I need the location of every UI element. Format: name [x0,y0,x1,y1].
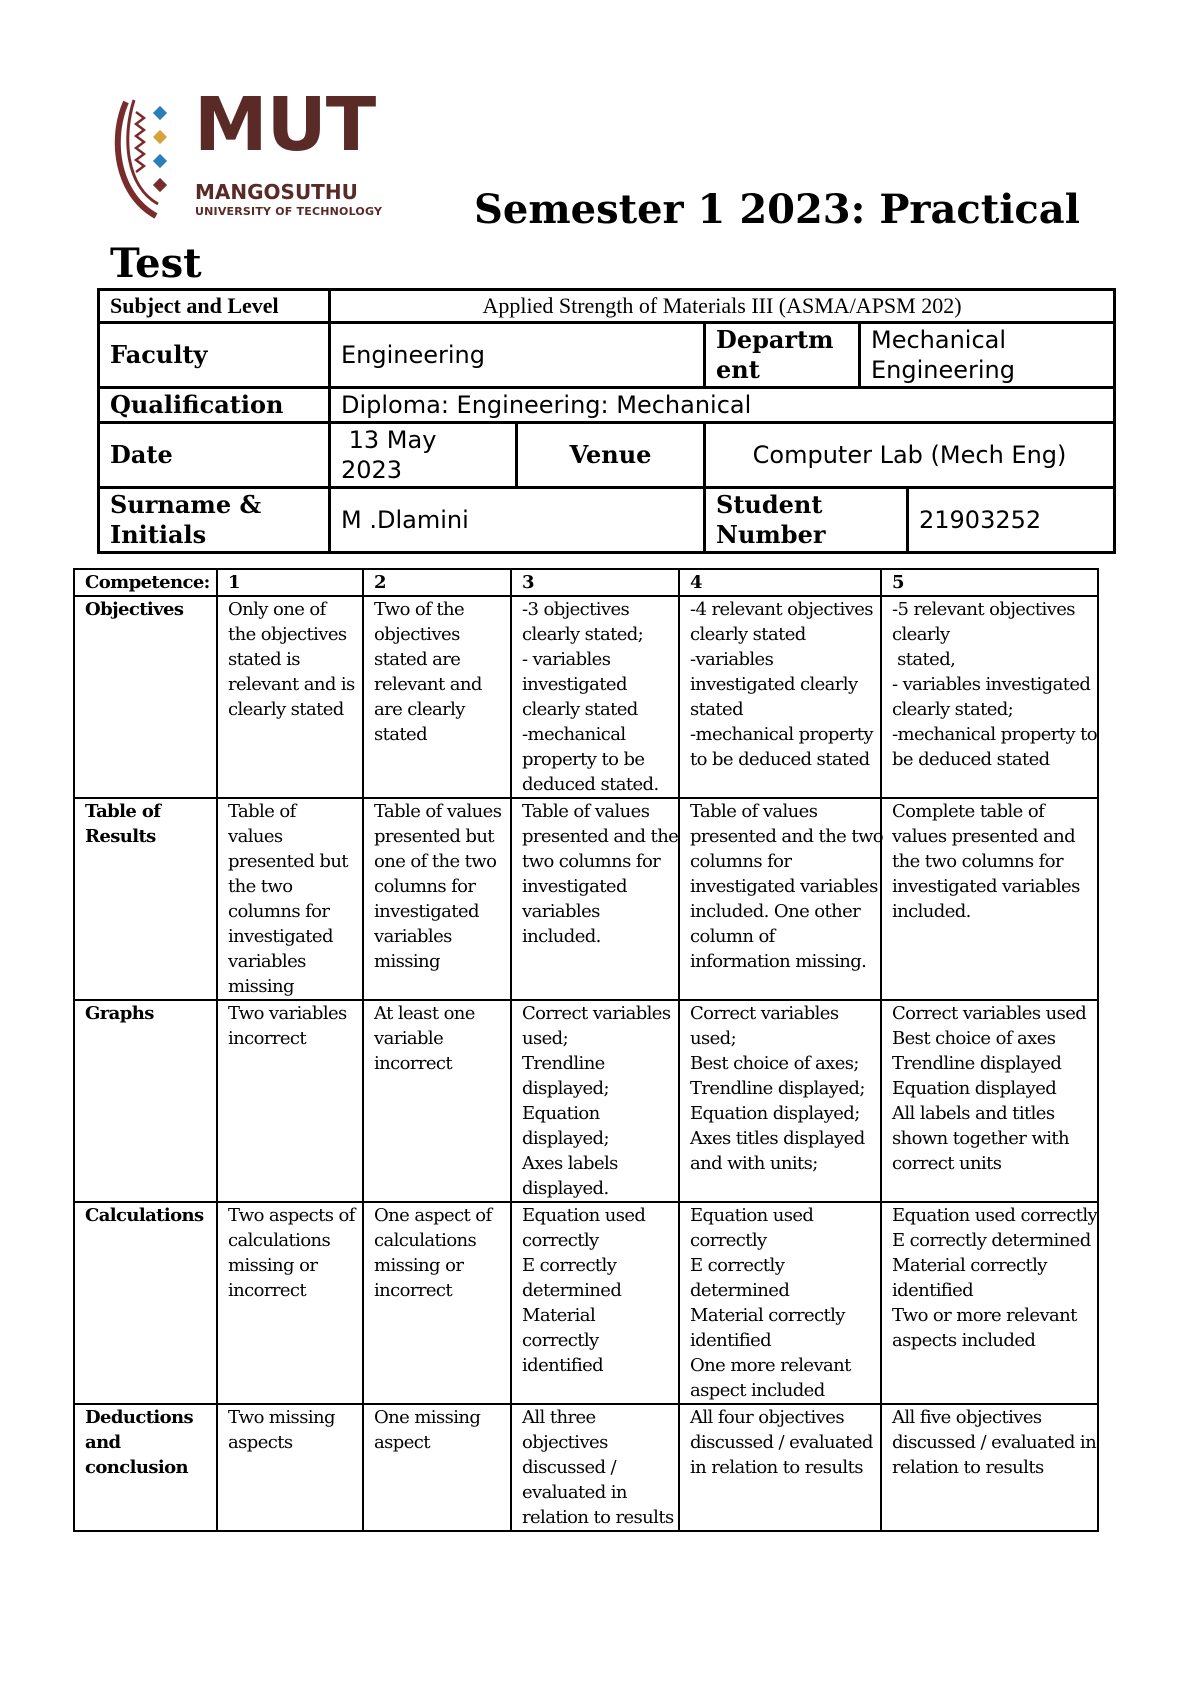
venue-label: Venue [517,422,705,487]
rubric-row [74,1000,1098,1202]
department-label: Departm ent [705,322,860,387]
rubric-header-level-1: 1 [217,569,363,596]
venue-value: Computer Lab (Mech Eng) [705,422,1115,487]
document-title: Semester 1 2023: Practical [474,186,1080,233]
rubric-cell-level-2: One missing aspect [363,1404,511,1531]
rubric-cell-level-1: Table of values presented but the two columns for investigated variables missing [217,798,363,1000]
rubric-cell-level-4: Equation used correctly E correctly determined Material correctly identified One more relevant aspect included [679,1202,881,1404]
rubric-row-label: Deductions and conclusion [74,1404,217,1531]
rubric-cell-level-3: All three objectives discussed / evaluated in relation to results [511,1404,679,1531]
rubric-cell-level-3: Correct variables used; Trendline displayed; Equation displayed; Axes labels displayed. [511,1000,679,1202]
rubric-body [74,569,1098,1531]
rubric-cell-level-1: Only one of the objectives stated is relevant and is clearly stated [217,596,363,798]
rubric-header-level-2: 2 [363,569,511,596]
rubric-row [74,1202,1098,1404]
rubric-row [74,596,1098,798]
rubric-cell-level-2: Two of the objectives stated are relevant and are clearly stated [363,596,511,798]
rubric-row-label: Objectives [74,596,217,798]
rubric-cell-level-5: All five objectives discussed / evaluated in relation to results [881,1404,1098,1531]
date-label: Date [99,422,330,487]
qualification-value: Diploma: Engineering: Mechanical [330,387,1115,422]
logo-subtitle: UNIVERSITY OF TECHNOLOGY [195,205,383,218]
rubric-cell-level-3: -3 objectives clearly stated; - variables investigated clearly stated -mechanical property to be deduced stated. [511,596,679,798]
rubric-cell-level-1: Two missing aspects [217,1404,363,1531]
logo-university: MANGOSUTHU [195,180,358,204]
rubric-cell-level-5: -5 relevant objectives clearly stated, - variables investigated clearly stated; -mechanical property to be deduced stated [881,596,1098,798]
rubric-cell-level-4: Table of values presented and the two columns for investigated variables included. One other column of information missing. [679,798,881,1000]
rubric-cell-level-2: At least one variable incorrect [363,1000,511,1202]
surname-value: M .Dlamini [330,487,705,552]
rubric-cell-level-5: Equation used correctly E correctly determined Material correctly identified Two or more relevant aspects included [881,1202,1098,1404]
logo-name: MUT [194,82,376,168]
rubric-header-row [74,569,1098,596]
university-logo [112,82,402,226]
subject-label: Subject and Level [99,290,330,323]
rubric-cell-level-1: Two variables incorrect [217,1000,363,1202]
rubric-header-competence: Competence: [74,569,217,596]
faculty-label: Faculty [99,322,330,387]
rubric-cell-level-4: -4 relevant objectives clearly stated -variables investigated clearly stated -mechanical property to be deduced stated [679,596,881,798]
rubric-cell-level-4: All four objectives discussed / evaluated in relation to results [679,1404,881,1531]
rubric-cell-level-5: Complete table of values presented and the two columns for investigated variables included. [881,798,1098,1000]
rubric-table [73,568,1099,1532]
student-number-label: Student Number [705,487,908,552]
rubric-cell-level-2: Table of values presented but one of the two columns for investigated variables missing [363,798,511,1000]
logo-emblem-icon [112,98,192,226]
date-value: 13 May 2023 [330,422,517,487]
student-info-table [97,288,1116,554]
rubric-cell-level-3: Table of values presented and the two columns for investigated variables included. [511,798,679,1000]
rubric-cell-level-5: Correct variables used Best choice of axes Trendline displayed Equation displayed All labels and titles shown together with correct units [881,1000,1098,1202]
student-number-value: 21903252 [908,487,1115,552]
rubric-cell-level-4: Correct variables used; Best choice of axes; Trendline displayed; Equation displayed; Axes titles displayed and with units; [679,1000,881,1202]
rubric-header-level-3: 3 [511,569,679,596]
rubric-cell-level-1: Two aspects of calculations missing or incorrect [217,1202,363,1404]
department-value: Mechanical Engineering [860,322,1115,387]
rubric-row-label: Calculations [74,1202,217,1404]
rubric-row [74,798,1098,1000]
surname-label: Surname & Initials [99,487,330,552]
subject-value: Applied Strength of Materials III (ASMA/APSM 202) [330,290,1115,323]
rubric-row-label: Table of Results [74,798,217,1000]
rubric-header-level-5: 5 [881,569,1098,596]
qualification-label: Qualification [99,387,330,422]
rubric-header-level-4: 4 [679,569,881,596]
document-title-continued: Test [110,240,202,287]
rubric-cell-level-3: Equation used correctly E correctly determined Material correctly identified [511,1202,679,1404]
faculty-value: Engineering [330,322,705,387]
rubric-row [74,1404,1098,1531]
rubric-cell-level-2: One aspect of calculations missing or incorrect [363,1202,511,1404]
rubric-row-label: Graphs [74,1000,217,1202]
